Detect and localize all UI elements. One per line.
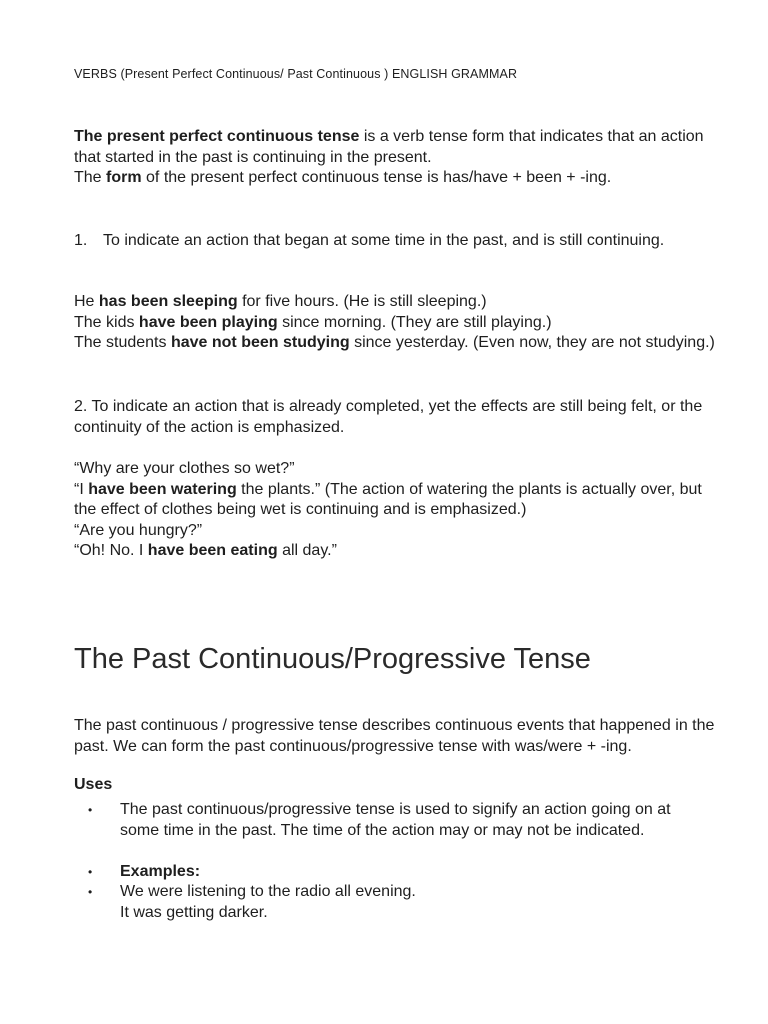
uses-label: Uses (74, 776, 113, 793)
use-1-text: To indicate an action that began at some time in the past, and is still continuing. (103, 232, 665, 249)
bullet-icon: • (88, 865, 93, 879)
dialog-answer-2: “Oh! No. I have been eating all day.” (74, 542, 337, 560)
bullet-text: Examples: (120, 863, 201, 880)
intro-paragraph (74, 127, 724, 189)
example-line: The students have not been studying since yesterday. (Even now, they are not studying.) (74, 334, 715, 352)
section-heading: The Past Continuous/Progressive Tense (74, 643, 591, 675)
dialog-block (74, 459, 724, 562)
bullet-text: We were listening to the radio all evening. It was getting darker. (120, 883, 416, 921)
bullet-icon: • (88, 803, 93, 817)
use-1-number: 1. (74, 232, 88, 249)
intro-definition: is a verb tense form that indicates that an action that started in the past is continuing in the present. (74, 128, 704, 166)
dialog-question-1: “Why are your clothes so wet?” (74, 460, 295, 477)
form-word: form (106, 169, 142, 187)
document-header: VERBS (Present Perfect Continuous/ Past Continuous ) ENGLISH GRAMMAR (74, 67, 518, 81)
form-post: of the present perfect continuous tense is has/have + been + -ing. (141, 169, 612, 187)
intro-term: The present perfect continuous tense (74, 128, 360, 145)
form-pre: The (74, 169, 107, 187)
past-continuous-description: The past continuous / progressive tense describes continuous events that happened in the past. We can form the past continuous/progressive tense with was/were + -ing. (74, 717, 715, 755)
use-2-text: 2. To indicate an action that is already completed, yet the effects are still being felt, or the continuity of the action is emphasized. (74, 398, 703, 436)
bullet-text: The past continuous/progressive tense is used to signify an action going on at some time in the past. The time of the action may or may not be indicated. (120, 801, 671, 839)
dialog-question-2: “Are you hungry?” (74, 521, 203, 539)
bullet-icon: • (88, 885, 93, 899)
example-line: He has been sleeping for five hours. (He is still sleeping.) (74, 293, 487, 310)
example-line: The kids have been playing since morning. (They are still playing.) (74, 313, 552, 331)
dialog-answer-1: “I have been watering the plants.” (The action of watering the plants is actually over, but the effect of clothes being wet is continuing and is emphasized.) (74, 480, 702, 519)
examples-1 (74, 292, 724, 354)
